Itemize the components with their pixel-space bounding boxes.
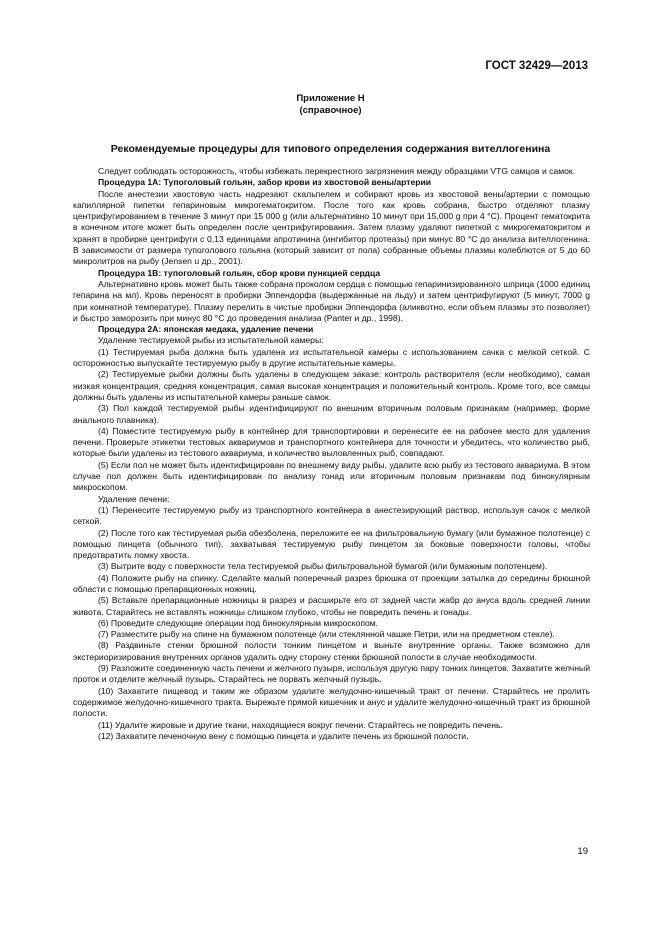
document-standard-header: ГОСТ 32429—2013 [485,60,588,72]
paragraph: (9) Разложите соединенную часть печени и желчного пузыря, используя другую пару тонких пинцетов. Захватите желчный проток и отделите желчный пузырь. Старайтесь не порвать желчный пузырь. [73,663,590,685]
paragraph: (2) Тестируемые рыбки должны быть удалены в следующем заказе: контроль растворителя (если необходимо), самая низкая концентрация, средняя концентрация, самая высокая концентрация и положительный контроль. Кроме того, все самцы должны быть удалены из испытательной камеры раньше самок. [73,369,590,402]
procedure-heading: Процедура 2А: японская медака, удаление печени [98,324,314,335]
procedure-heading: Процедура 1А: Тупоголовый гольян, забор крови из хвостовой вены/артерии [98,177,432,188]
procedure-heading: Процедура 1В: тупоголовый гольян, сбор крови пункцией сердца [98,267,381,278]
paragraph: (6) Проведите следующие операции под бинокулярным микроскопом. [98,617,379,628]
paragraph: (2) После того как тестируемая рыба обезболена, переложите ее на фильтровальную бумагу (или бумажное полотенце) с помощью пинцета (обычного тип), захватывая тестируемую рыбу пинцетом за боковые поверхности головы, чтобы предотвратить ломку хвоста. [73,527,590,561]
paragraph: (12) Захватите печеночную вену с помощью пинцета и удалите печень из брюшной полости. [98,730,469,741]
paragraph: (3) Вытрите воду с поверхности тела тестируемой рыбы фильтровальной бумагой (или бумажным полотенцем). [98,561,548,572]
paragraph: (7) Разместите рыбу на спине на бумажном полотенце (или стеклянной чашке Петри, или на предметном стекле). [98,629,555,640]
paragraph: Следует соблюдать осторожность, чтобы избежать перекрестного загрязнения между образцами VTG самцов и самок. [98,166,576,176]
paragraph: Альтернативно кровь может быть также собрана проколом сердца с помощью гепаринизированного шприца (1000 единиц гепарина на мл). Кровь переносят в пробирки Эппендорфа (выдержанные на льду) и затем центрифугируют (5 минут, 7000 g при комнатной температуре). Плазму перелить в чистые пробирки Эппендорфа (аликвотно, если объем плазмы это позволяет) и быстро заморозить при минус 80 °С до проведения анализа (Panter и др., 1998). [73,278,590,323]
document-body [73,166,590,742]
paragraph: (5) Вставьте препарационные ножницы в разрез и расширьте его от задней части жабр до ануса вдоль средней линии живота. Старайтесь не вставлять ножницы слишком глубоко, чтобы не повредить печень и гонады. [73,595,590,617]
paragraph: (4) Поместите тестируемую рыбу в контейнер для транспортировки и перенесите ее на рабочее место для удаления печени. Проверьте этикетки тестовых аквариумов и транспортного контейнера для точности и убедитесь, что количество рыб, которые были удалены из тестового аквариума, и количество выловленных рыб, совпадают. [73,425,590,459]
paragraph: (5) Если пол не может быть идентифицирован по внешнему виду рыбы, удалите всю рыбу из тестового аквариума. В этом случае пол должен быть идентифицирован по анализу гонад или вторичным половым признакам под бинокулярным микроскопом. [73,459,590,493]
paragraph: Удаление тестируемой рыбы из испытательной камеры: [98,335,324,346]
page-number: 19 [577,846,588,857]
section-title: Рекомендуемые процедуры для типового определения содержания вителлогенина [110,143,551,155]
paragraph: Удаление печени: [98,493,170,504]
paragraph: (3) Пол каждой тестируемой рыбы идентифицируют по внешним вторичным половым признакам (например, форме анального плавника). [73,403,590,425]
annex-title: Приложение Н [296,93,365,104]
annex-heading [0,93,661,117]
paragraph: (1) Тестируемая рыба должна быть удалена из испытательной камеры с использованием сачка с мелкой сеткой. С осторожностью выпускайте тестируемую рыбу в другие испытательные камеры. [73,346,590,369]
paragraph: (11) Удалите жировые и другие ткани, находящиеся вокруг печени. Старайтесь не повредить печень. [98,719,503,730]
paragraph: (8) Раздвиньте стенки брюшной полости тонким пинцетом и выньте внутренние органы. Также возможно для экстериоризирования внутренних органов удалить одну сторону стенки брюшной полости в случае необходимости. [73,640,590,662]
paragraph: (1) Перенесите тестируемую рыбу из транспортного контейнера в анестезирующий раствор, используя сачок с мелкой сеткой. [73,504,590,527]
paragraph: После анестезии хвостовую часть надрезают скальпелем и собирают кровь из хвостовой вены/артерии с помощью капиллярной пипетки гепариновым микрогематокритом. После того как кровь собрана, быстро отделяют плазму центрифугированием в течение 3 минут при 15 000 g (или альтернативно 10 минут при 15,000 g при 4 °С). Процент гематокрита в конечном итоге может быть определен после центрифугирования. Затем плазму удаляют пипеткой с микрогематокритом и хранят в пробирке центрифуги с 0,13 единицами апротинина (ингибитор протеазы) при минус 80 °С до анализа вителлогенина. В зависимости от размера тупоголового гольяна (который зависит от пола) собранные объемы плазмы колеблются от 5 до 60 микролитров на рыбу (Jensen u др., 2001). [73,188,590,267]
paragraph: (4) Положите рыбу на спинку. Сделайте малый поперечный разрез брюшка от проекции затылка до середины брюшной области с помощью препарационных ножниц. [73,572,590,594]
annex-note: (справочное) [299,105,362,116]
paragraph: (10) Захватите пищевод и таким же образом удалите желудочно-кишечный тракт от печени. Старайтесь не пролить содержимое желудочно-кишечного тракта. Вырежьте прямой кишечник и анус и удалите желудочно-кишечный тракт из брюшной полости. [73,685,590,719]
